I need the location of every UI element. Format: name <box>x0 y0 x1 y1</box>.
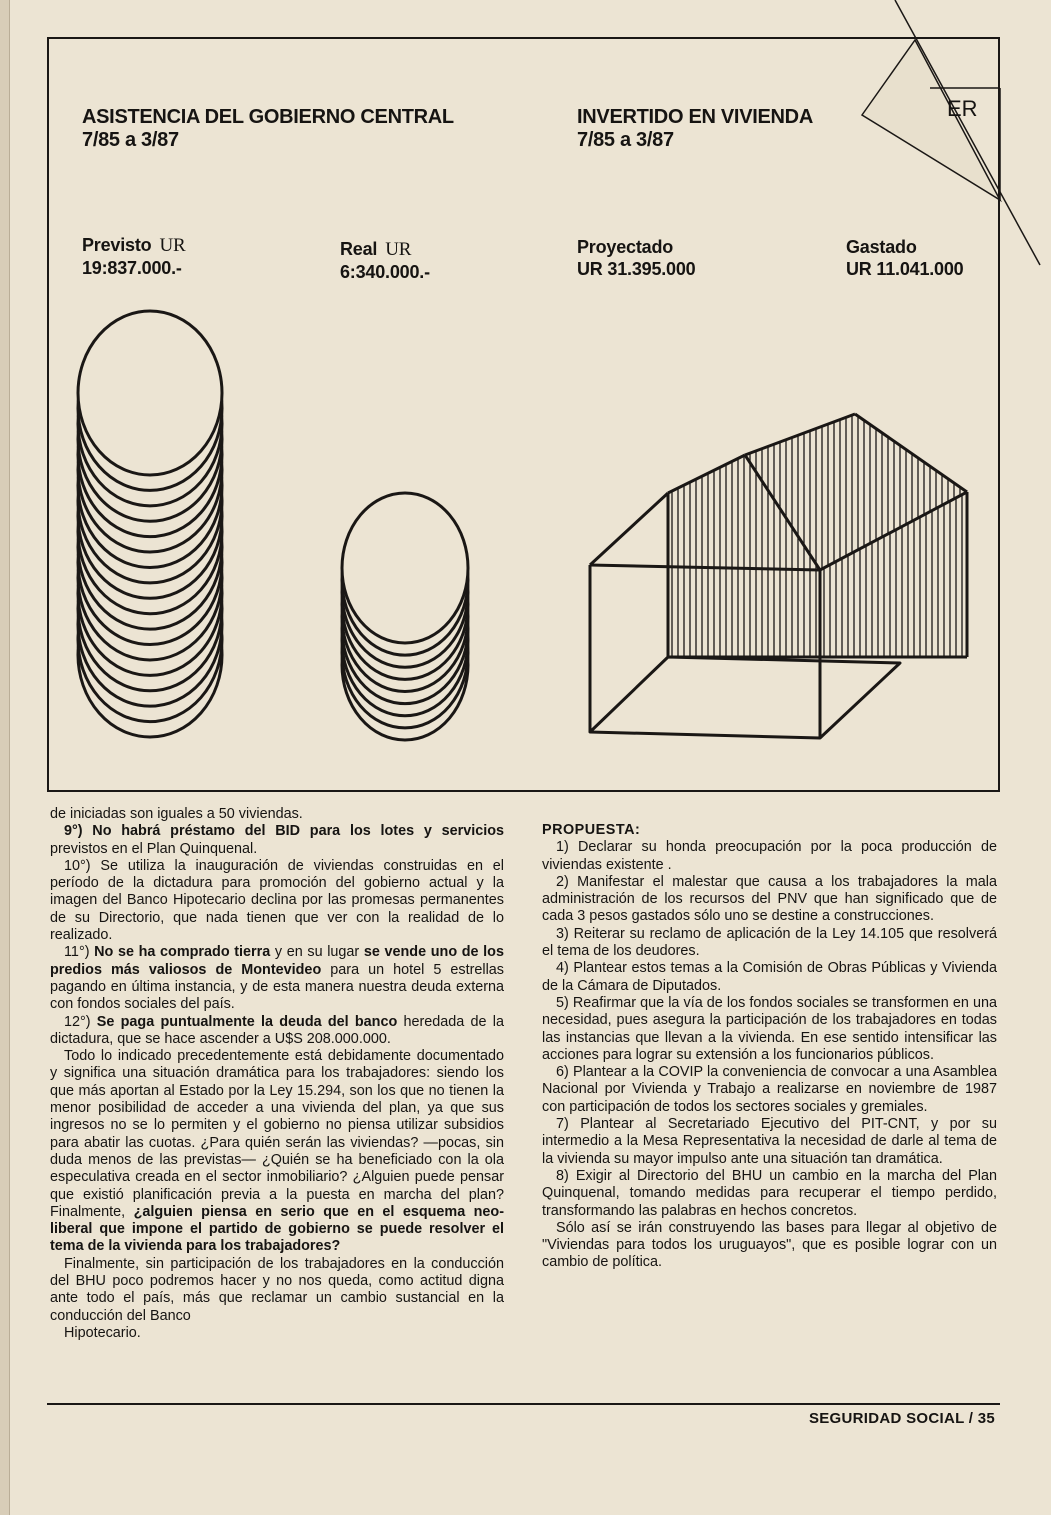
cut-off-label: ER <box>947 96 978 121</box>
proyectado-value: UR 31.395.000 <box>577 259 696 279</box>
propuesta-item-7: 7) Plantear al Secretariado Ejecutivo del PIT-CNT, y por su intermedio a la Mesa Representativa la necesidad de darle al tema de la vivienda su mayor impulso ante una situación tan dramática. <box>542 1116 997 1167</box>
page-footer: SEGURIDAD SOCIAL / 35 <box>808 1410 995 1427</box>
coin <box>78 311 222 475</box>
gastado-value: UR 11.041.000 <box>846 259 964 279</box>
paragraph-9-rest: previstos en el Plan Quinquenal. <box>50 840 258 857</box>
right-text-column <box>542 822 997 1272</box>
right-title-line-1: INVERTIDO EN VIVIENDA <box>577 106 813 128</box>
propuesta-item-5: 5) Reafirmar que la vía de los fondos sociales se transformen en una necesidad, pues asegura la participación de los trabajadores en todas las instancias que llevan a la vivienda. En ese sentido intensificar las acciones para lograr su extensión a los funcionarios públicos. <box>542 994 997 1063</box>
paragraph-9-bold: 9°) No habrá préstamo del BID para los lotes y servicios <box>64 823 504 840</box>
p11-text-2: para un hotel 5 estrellas pagando en última instancia, y de esta manera nuestra deuda externa con fondos sociales del país. <box>50 961 504 1013</box>
p11-bold-2: se vende uno de los predios más valiosos de Montevideo <box>50 944 504 978</box>
paragraph-intro: de iniciadas son iguales a 50 viviendas. <box>50 806 303 822</box>
p12-bold: Se paga puntualmente la deuda del banco <box>96 1013 398 1030</box>
footer-rule <box>47 1403 1000 1405</box>
propuesta-item-3: 3) Reiterar su reclamo de aplicación de la Ley 14.105 que resolverá el tema de los deudores. <box>542 925 997 960</box>
p12-num: 12°) <box>64 1013 97 1030</box>
proyectado-title: Proyectado <box>577 237 674 257</box>
p11-num: 11°) <box>64 944 95 961</box>
real-title: Real <box>340 239 378 259</box>
coin <box>342 493 468 643</box>
left-text-column <box>50 806 504 1342</box>
left-title-line-1: ASISTENCIA DEL GOBIERNO CENTRAL <box>82 106 454 128</box>
left-title-line-2: 7/85 a 3/87 <box>82 129 179 151</box>
previsto-unit: UR <box>159 235 186 256</box>
paragraph-11 <box>50 944 504 1013</box>
previsto-title: Previsto <box>82 235 152 255</box>
propuesta-item-8: 8) Exigir al Directorio del BHU un cambio en la marcha del Plan Quinquenal, tomando medidas para recuperar el tiempo perdido, transformando las palabras en hechos concretos. <box>542 1167 997 1219</box>
gastado-title: Gastado <box>846 237 917 257</box>
p11-bold-1: No se ha comprado tierra <box>94 944 271 961</box>
propuesta-item-6: 6) Plantear a la COVIP la conveniencia de convocar a una Asamblea Nacional por Vivienda y Trabajo a realizarse en noviembre de 1987 con participación de todos los sectores sociales y gremiales. <box>542 1064 997 1115</box>
real-coin-stack <box>342 493 468 740</box>
right-title-line-2: 7/85 a 3/87 <box>577 129 674 151</box>
paragraph-12 <box>50 1014 504 1049</box>
real-value: 6:340.000.- <box>340 262 430 282</box>
real-unit: UR <box>385 239 412 260</box>
folded-corner <box>862 0 1040 265</box>
paragraph-14-end: Hipotecario. <box>64 1324 141 1341</box>
propuesta-item-4: 4) Plantear estos temas a la Comisión de Obras Públicas y Vivienda de la Cámara de Diputados. <box>542 960 997 994</box>
propuesta-item-2: 2) Manifestar el malestar que causa a los trabajadores la mala administración de los recursos del PNV que han significado que de cada 3 pesos gastados sólo uno se destine a construcciones. <box>542 873 997 925</box>
house-frame-illustration <box>590 414 967 738</box>
paragraph-14: Finalmente, sin participación de los trabajadores en la conducción del BHU poco podremos hacer y no nos queda, como actitud digna ante todo el país, más que reclamar un cambio sustancial en la conducción del Banco <box>50 1255 504 1324</box>
p12-text: heredada de la dictadura, que se hace ascender a U$S 208.000.000. <box>50 1013 504 1047</box>
paragraph-10: 10°) Se utiliza la inauguración de viviendas construidas en el período de la dictadura para promoción del gobierno actual y la imagen del Banco Hipotecario declina por las promesas permanentes de su Directorio, que nada tienen que ver con la realidad de lo realizado. <box>50 857 504 944</box>
p13-bold: ¿alguien piensa en serio que en el esquema neo-liberal que impone el partido de gobierno se puede resolver el tema de la vivienda para los trabajadores? <box>50 1203 505 1255</box>
propuesta-conclusion: Sólo así se irán construyendo las bases para llegar al objetivo de "Viviendas para todos los uruguayos", que es posible lograr con un cambio de política. <box>542 1219 997 1271</box>
propuesta-item-1: 1) Declarar su honda preocupación por la poca producción de viviendas existente . <box>542 839 997 873</box>
paragraph-13 <box>50 1048 504 1256</box>
previsto-value: 19:837.000.- <box>82 258 182 278</box>
paragraph-9 <box>50 823 504 858</box>
previsto-coin-stack <box>78 311 222 737</box>
p13-text: Todo lo indicado precedentemente está debidamente documentado y significa una situación dramática para los trabajadores: siendo los que más aportan al Estado por la Ley 15.294, son los que no tienen la menor posibilidad de acceder a una vivienda del plan, ya que sus ingresos no se lo permiten y el gobierno no piensa utilizar subsidios para abatir las cuotas. ¿Para quién serán las viviendas? —pocas, sin duda menos de las previstas— ¿Quién se ha beneficiado con la ola especulativa creada en el sector inmobiliario? ¿Alguien puede pensar que existió planificación previa a la puesta en marcha del plan? Finalmente, <box>50 1048 504 1220</box>
propuesta-heading: PROPUESTA: <box>542 822 641 838</box>
p11-text-1: y en su lugar <box>270 944 364 961</box>
